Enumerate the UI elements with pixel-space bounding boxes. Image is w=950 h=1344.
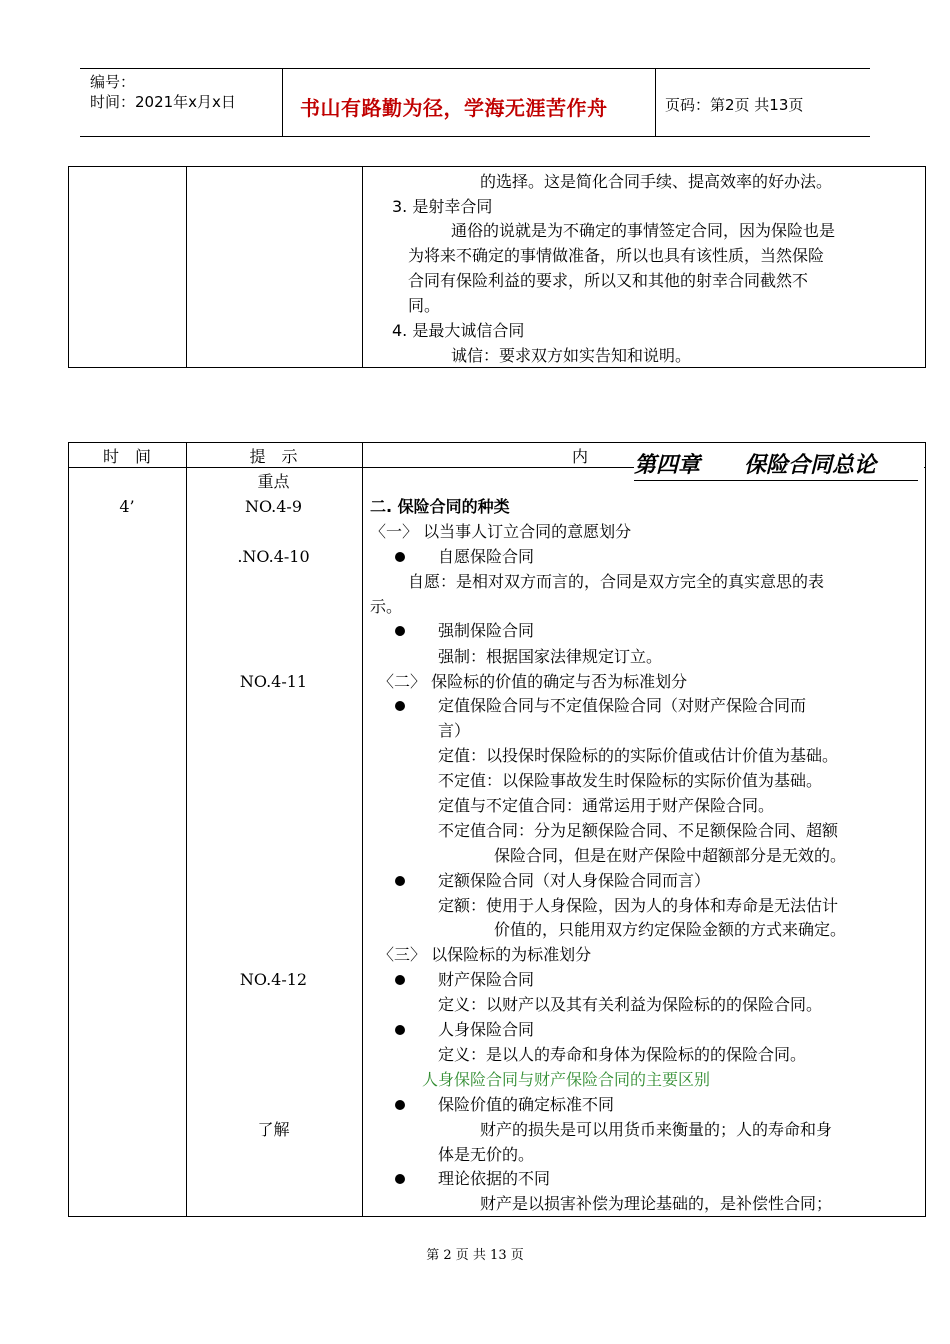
bullet-item: 定额保险合同（对人身保险合同而言） — [438, 871, 711, 890]
content-line: 示。 — [370, 597, 403, 616]
content-line: 强制：根据国家法律规定订立。 — [438, 647, 663, 666]
bullet-icon — [395, 701, 405, 711]
sub-heading: 〈一〉 以当事人订立合同的意愿划分 — [370, 522, 632, 541]
col-divider-1 — [186, 167, 187, 367]
bullet-item: 保险价值的确定标准不同 — [438, 1095, 615, 1114]
header-number-label: 编号： — [90, 73, 136, 91]
hint-item: 了解 — [257, 1120, 290, 1139]
content-heading: 4. 是最大诚信合同 — [392, 321, 525, 340]
col-divider-2 — [362, 167, 363, 367]
content-heading: 3. 是射幸合同 — [392, 197, 493, 216]
bullet-item: 强制保险合同 — [438, 621, 535, 640]
hint-item: .NO.4-10 — [237, 547, 310, 566]
sub-heading: 〈三〉 以保险标的为标准划分 — [378, 945, 592, 964]
bullet-icon — [395, 1100, 405, 1110]
column-header-time: 时 间 — [102, 447, 151, 466]
bullet-icon — [395, 975, 405, 985]
chapter-title-text: 第四章 保险合同总论 — [634, 453, 877, 478]
content-line: 诚信：要求双方如实告知和说明。 — [451, 346, 692, 365]
content-line: 财产是以损害补偿为理论基础的，是补偿性合同； — [480, 1194, 833, 1213]
bullet-item: 定值保险合同与不定值保险合同（对财产保险合同而 — [438, 696, 807, 715]
sub-heading: 〈二〉 保险标的价值的确定与否为标准划分 — [378, 672, 688, 691]
hint-item: NO.4-11 — [239, 672, 308, 691]
content-line: 合同有保险利益的要求，所以又和其他的射幸合同截然不 — [408, 271, 809, 290]
content-line: 为将来不确定的事情做准备，所以也具有该性质，当然保险 — [408, 246, 825, 265]
content-line: 价值的，只能用双方约定保险金额的方式来确定。 — [494, 920, 847, 939]
bullet-icon — [395, 1025, 405, 1035]
bullet-icon — [395, 552, 405, 562]
header-bottom-rule — [80, 136, 870, 137]
bullet-icon — [395, 1174, 405, 1184]
content-line: 财产的损失是可以用货币来衡量的；人的寿命和身 — [480, 1120, 833, 1139]
chapter-title-underline — [634, 480, 918, 481]
header-date-label: 时间：2021年x月x日 — [90, 93, 236, 111]
content-line: 体是无价的。 — [438, 1145, 535, 1164]
bullet-item: 财产保险合同 — [438, 970, 535, 989]
content-line: 不定值：以保险事故发生时保险标的实际价值为基础。 — [438, 771, 823, 790]
header-motto: 书山有路勤为径，学海无涯苦作舟 — [300, 96, 608, 120]
chapter-title — [634, 447, 924, 485]
highlight-heading: 人身保险合同与财产保险合同的主要区别 — [422, 1070, 711, 1089]
hint-item: NO.4-9 — [244, 497, 303, 516]
content-line: 定额：使用于人身保险，因为人的身体和寿命是无法估计 — [438, 896, 839, 915]
content-line: 定值与不定值合同：通常运用于财产保险合同。 — [438, 796, 775, 815]
bullet-item: 自愿保险合同 — [438, 547, 535, 566]
content-line: 言） — [438, 721, 471, 740]
time-value: 4’ — [119, 497, 135, 516]
section-heading: 二. 保险合同的种类 — [370, 497, 510, 516]
header-page-info: 页码：第2页 共13页 — [665, 96, 804, 114]
col-divider-2 — [362, 443, 363, 1216]
hint-item: 重点 — [257, 472, 290, 491]
header-top-rule — [80, 68, 870, 69]
content-line: 的选择。这是简化合同手续、提高效率的好办法。 — [480, 172, 833, 191]
header-divider-right — [655, 68, 656, 136]
content-line: 不定值合同：分为足额保险合同、不足额保险合同、超额 — [438, 821, 839, 840]
bullet-icon — [395, 876, 405, 886]
content-line: 定值：以投保时保险标的的实际价值或估计价值为基础。 — [438, 746, 839, 765]
page-footer: 第 2 页 共 13 页 — [426, 1248, 524, 1263]
bullet-item: 人身保险合同 — [438, 1020, 535, 1039]
bullet-item: 理论依据的不同 — [438, 1169, 551, 1188]
content-line: 定义：以财产以及其有关利益为保险标的的保险合同。 — [438, 995, 823, 1014]
content-line: 通俗的说就是为不确定的事情签定合同，因为保险也是 — [451, 221, 836, 240]
bullet-icon — [395, 626, 405, 636]
column-header-hint: 提 示 — [249, 447, 298, 466]
content-line: 定义：是以人的寿命和身体为保险标的的保险合同。 — [438, 1045, 807, 1064]
content-line: 保险合同，但是在财产保险中超额部分是无效的。 — [494, 846, 847, 865]
header-divider-left — [282, 68, 283, 136]
content-line: 同。 — [408, 296, 441, 315]
content-line: 自愿：是相对双方而言的，合同是双方完全的真实意思的表 — [408, 572, 825, 591]
hint-item: NO.4-12 — [239, 970, 308, 989]
column-header-content: 内 — [572, 447, 589, 466]
